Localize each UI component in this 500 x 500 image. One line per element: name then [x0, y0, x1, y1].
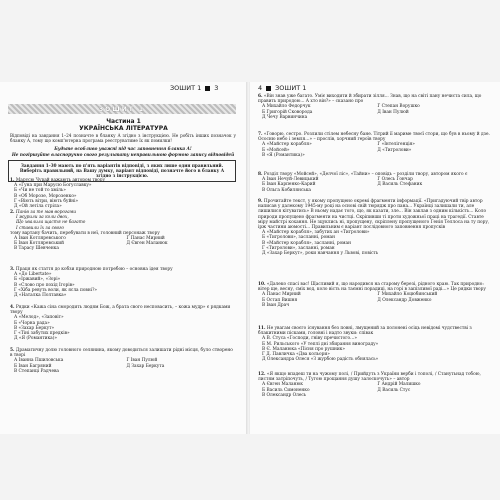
section-title: УКРАЇНСЬКА ЛІТЕРАТУРА — [79, 125, 168, 132]
banner-text: ЗОШИТ 1 — [98, 105, 146, 113]
right-header-label: ЗОШИТ 1 — [275, 84, 307, 92]
right-page — [250, 82, 500, 434]
question-11: 11. Не увагам своєго існування без повні, лмущений за полонені осіць невідомі чудствестві з блакитними пісками, головні і надто звуки: співак А В. Стуса «Господи, гніву пречистого…» Б М. Рильського «У теплі дні збирання винограду» В Є. Маланюка «Пісня про рушник» Г Д. Павличка «Два кольори» Д Олександра Олеся «З журбою радість обнялась» — [258, 326, 472, 363]
question-10: 10. «Далеко спасі вас! Щасливий я, що народився на старому березі, рідного краю. Так природно: вітер ще, весну, сміх вод, коло вість на таємні порадиці, на горі в запізливої раді...» Це рядки твору А Панас Мирний Г Михайло Коцюбинський Б Остап Вишня Д Олександр Довженко В Іван Драч — [258, 282, 486, 308]
question-1: 1. Марусю Чурай важають автором твору А «Ґуна при Марусю Богуславку» Б «Чи не той то хміль» В «Об Морозе, Морозенко» Г «Віють вітри, віють буйні» Д «Ой летіла стріла» — [10, 178, 105, 210]
intro-text: Відповіді на завдання 1–24 позначте в бланку А згідно з інструкцією. Не робіть інших позначок у бланку А, тому що комп'ютерна програма реєструватиме їх як помилки! — [10, 133, 236, 144]
warning-text-1: Будьте особливо уважні під час заповнення бланка А! — [54, 146, 192, 151]
question-7: 7. «Говорю, сестро. Розлили стілем небесну бане. Тітрий її мариме твоєї стори, що був в ньому й дзе. Ососню небо і земля…» – прослів, хорчний героїв твору А «Майстер корабля» Г «Інтелігенція» Б «Мойсей» Д «Тигролови» В «Я (Романтика)» — [258, 132, 490, 158]
square-marker-icon — [266, 86, 271, 91]
question-4: 4. Рядки «Кажа сіна смородить людям Бож, а брата свого несповасить, – кожа мудр» є рядками твору А «Мелод», «Заповіт» Б «Чорна рада» В «Захар Беркут» Г «Тіні забутих предків» Д «Я (Романтика)» — [10, 305, 231, 342]
question-3: 3. Праця як стаття до кобзи природною потребою – основна ідея твору А «До Libertate» Б «Іржавий», «Зорі» В «Слово про похід Ігорів» Г «Хіба ревуть воли, як ясла повні?» Д «Наталка Полтавка» — [10, 267, 173, 299]
square-marker-icon — [205, 86, 210, 91]
left-page — [0, 82, 248, 434]
left-header-label: ЗОШИТ 1 — [170, 84, 202, 92]
question-9: 9. Прочитайте текст, у якому пропущено окремі фрагменти інформації. «Пригадуючий твір автор написав у далекому 1945-му році на основі свій тюрядж про пана... Українці залишали ти, але лишилися кітуватись» В ньому надає того, що, як казати, зле... Він заклав з одним кількість... Коло природи пропущено фрагменти на чистці. Скріпивши ті проти художньої праці на трагедії. Ставте міру майстрі кохання. Не зцуклись ні, пропущену, скріплену пропущеного Генія Теллоса на ту пору, ірж частини аюмості... Правильним є варіант послідовного заповнення пропусків А «Майстер корабля», забутих ан «Тигролови» Б «Тигролови», засланні, роман В «Майстер корабля», засланні, роман Г «Тигролови», засланні, роман Д «Захар Беркут», роки навчання у Львові, повість — [258, 199, 490, 257]
right-page-header — [258, 84, 306, 92]
left-page-header — [170, 84, 218, 92]
instruction-box: Завдання 1–30 мають по п'ять варіантів відповіді, з яких лише один правильний. Виберіть правильний, на Вашу думку, варіант відповіді, позначте його в бланку А згідно з інструкцією. — [8, 160, 236, 182]
question-6: 6. «Він знав уже багато. Уміє виходити й збирати зілля... Знав, що на світі пану нечиста сила, що править природою... А хто він?» – сказано про А Михайло Федорчук Г Степан Ворушко Б Григорій Сковорода Д Іван Пулюй Д Чечу Варвинчина — [258, 94, 482, 120]
question-8: 8. Розділ твору «Мойсей», «Делчої ліс», «Тайни» – оповідь – розділи твору, автором якого є А Іван Нечуй-Левицький Г Олесь Гончар Б Іван Карпенко-Карий Д Василь Стефаник В Ольга Кобилянська — [258, 172, 468, 193]
right-page-number: 4 — [258, 84, 263, 92]
question-12: 12. «Я якщо впадеш ти на чужому полі, / Прийдуть з України верби і тополі, / Станутьнад тобою, листям затріпочуть, / Тугою прощання душу залоскочуть» – автор А Євген Маланюк Г Андрій Малишко Б Василь Симоненко Д Василь Стус В Олександр Олесь — [258, 372, 481, 398]
notebook-banner — [8, 104, 236, 114]
question-2: 2. Панів за те мав ворогами І журили за коли двох, Що хвалила щастя не багато І ставили їх за свого тому вартану бачить, перебувати в неї, головний персонаж твору А Іван Котляревського Г Панас Мирний Б Іван Котляревський Д Євген Маланюк В Тарасу Шевченка — [10, 210, 168, 252]
part-title: Частина 1 — [106, 118, 141, 125]
question-5: 5. Драматичну долю головного селянина, якому доводиться залишати рідні місця, було створено в творі А Іванна Пшиловська Г Іван Пулюй Б Іван Багряний Д Захар Беркута В Степанці Радчева — [10, 348, 233, 374]
left-page-number: 3 — [214, 84, 219, 92]
warning-text-2: Не погіршуйте власноручно свого результату неправильною формою запису відповідей — [11, 152, 235, 157]
